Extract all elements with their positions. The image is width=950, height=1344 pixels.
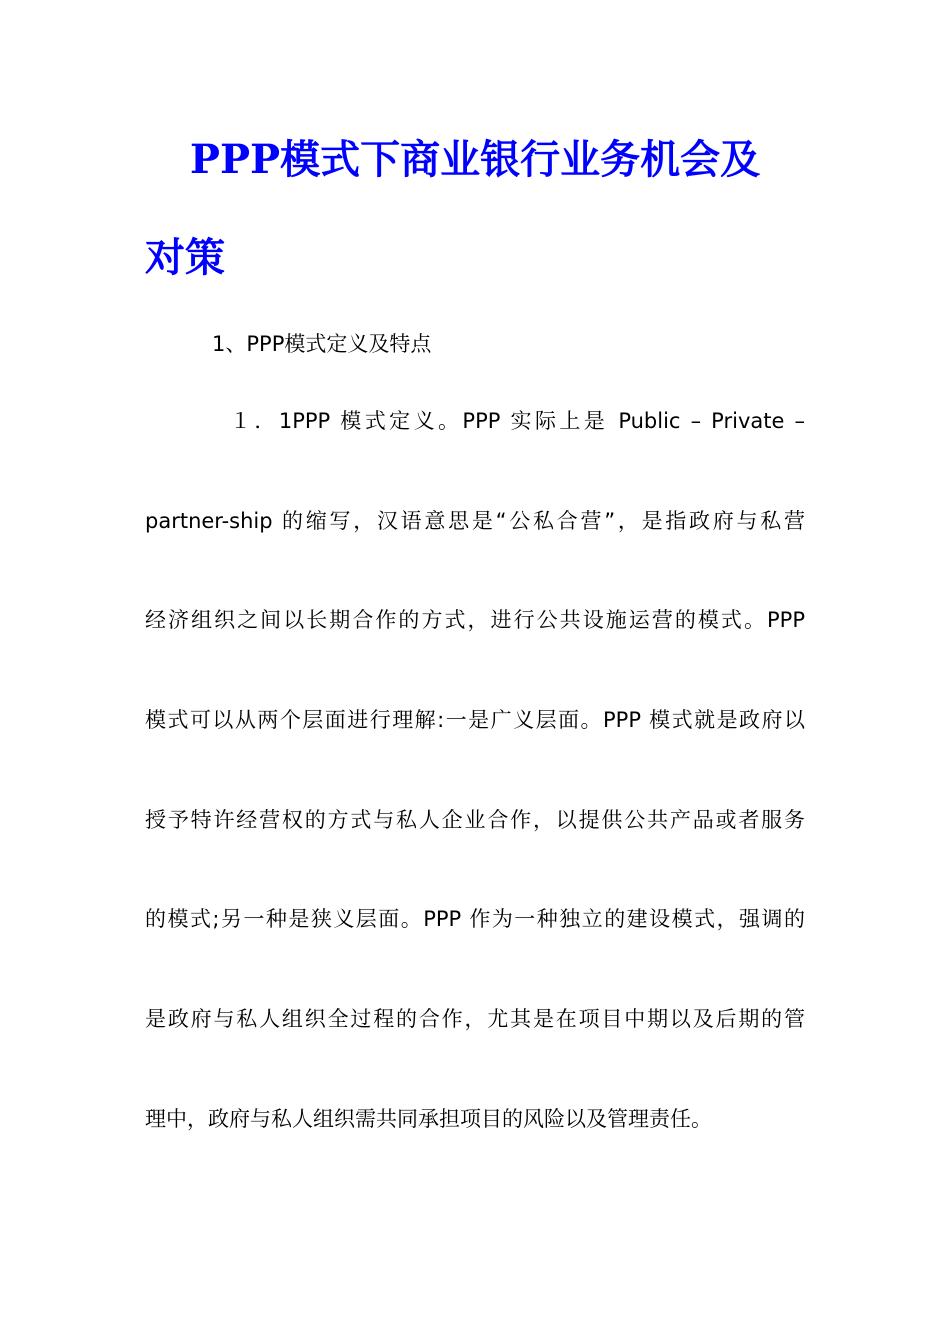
- paragraph-line: 模式可以从两个层面进行理解:一是广义层面。PPP 模式就是政府以: [145, 708, 805, 732]
- section-heading: 1、PPP模式定义及特点: [212, 332, 432, 356]
- paragraph-line: 是政府与私人组织全过程的合作，尤其是在项目中期以及后期的管: [145, 1007, 805, 1031]
- document-title-line-1: PPP模式下商业银行业务机会及: [189, 136, 761, 183]
- paragraph-line: 经济组织之间以长期合作的方式，进行公共设施运营的模式。PPP: [145, 608, 805, 632]
- document-title-line-2: 对策: [145, 234, 225, 281]
- paragraph-line: partner-ship 的缩写，汉语意思是“公私合营”，是指政府与私营: [145, 509, 805, 533]
- paragraph-line: 授予特许经营权的方式与私人企业合作，以提供公共产品或者服务: [145, 808, 805, 832]
- paragraph-line: １．1PPP 模式定义。PPP 实际上是 Public – Private –: [230, 409, 805, 433]
- paragraph-line: 的模式;另一种是狭义层面。PPP 作为一种独立的建设模式，强调的: [145, 907, 805, 931]
- paragraph-line: 理中，政府与私人组织需共同承担项目的风险以及管理责任。: [145, 1107, 712, 1131]
